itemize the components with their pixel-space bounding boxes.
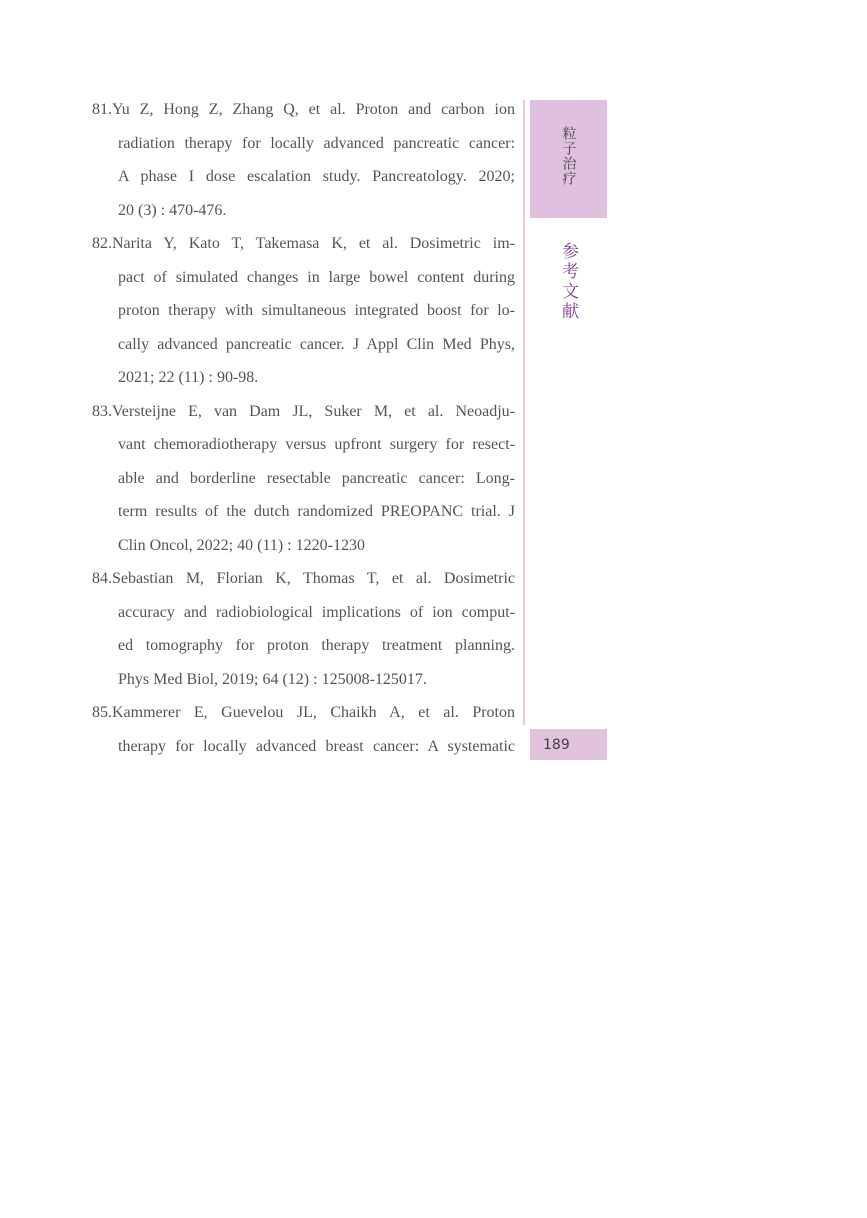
reference-line: cally advanced pancreatic cancer. J Appl Clin Med Phys, [118, 335, 515, 353]
reference-line: accuracy and radiobiological implications of ion comput- [118, 603, 515, 621]
reference-line: pact of simulated changes in large bowel content during [118, 268, 515, 286]
reference-line: proton therapy with simultaneous integrated boost for lo- [118, 302, 515, 319]
reference-line: therapy for locally advanced breast cancer: A systematic [118, 737, 515, 755]
reference-line: term results of the dutch randomized PREOPANC trial. J [118, 503, 515, 520]
reference-line: 84.Sebastian M, Florian K, Thomas T, et al. Dosimetric [92, 570, 515, 587]
reference-line: 83.Versteijne E, van Dam JL, Suker M, et al. Neoadju- [92, 402, 515, 420]
reference-line: 85.Kammerer E, Guevelou JL, Chaikh A, et al. Proton [92, 704, 515, 721]
sidebar-divider-line [523, 100, 525, 725]
reference-line: Clin Oncol, 2022; 40 (11) : 1220-1230 [118, 536, 365, 554]
section-label: 参考文献 [558, 242, 578, 322]
reference-line: 2021; 22 (11) : 90-98. [118, 369, 259, 386]
reference-line: A phase I dose escalation study. Pancreatology. 2020; [118, 168, 515, 185]
chapter-tab-label: 粒子治疗 [560, 126, 577, 186]
reference-line: able and borderline resectable pancreatic cancer: Long- [118, 469, 515, 487]
page-number-box [530, 729, 607, 760]
reference-line: vant chemoradiotherapy versus upfront surgery for resect- [118, 436, 515, 453]
chapter-tab [530, 100, 607, 218]
reference-list [92, 93, 515, 763]
reference-line: 82.Narita Y, Kato T, Takemasa K, et al. Dosimetric im- [92, 235, 515, 252]
reference-line: radiation therapy for locally advanced pancreatic cancer: [118, 134, 515, 152]
reference-line: 81.Yu Z, Hong Z, Zhang Q, et al. Proton and carbon ion [92, 101, 515, 118]
page-number: 189 [543, 736, 570, 753]
reference-line: 20 (3) : 470-476. [118, 201, 227, 219]
reference-line: Phys Med Biol, 2019; 64 (12) : 125008-125017. [118, 670, 427, 688]
reference-line: ed tomography for proton therapy treatment planning. [118, 637, 515, 654]
